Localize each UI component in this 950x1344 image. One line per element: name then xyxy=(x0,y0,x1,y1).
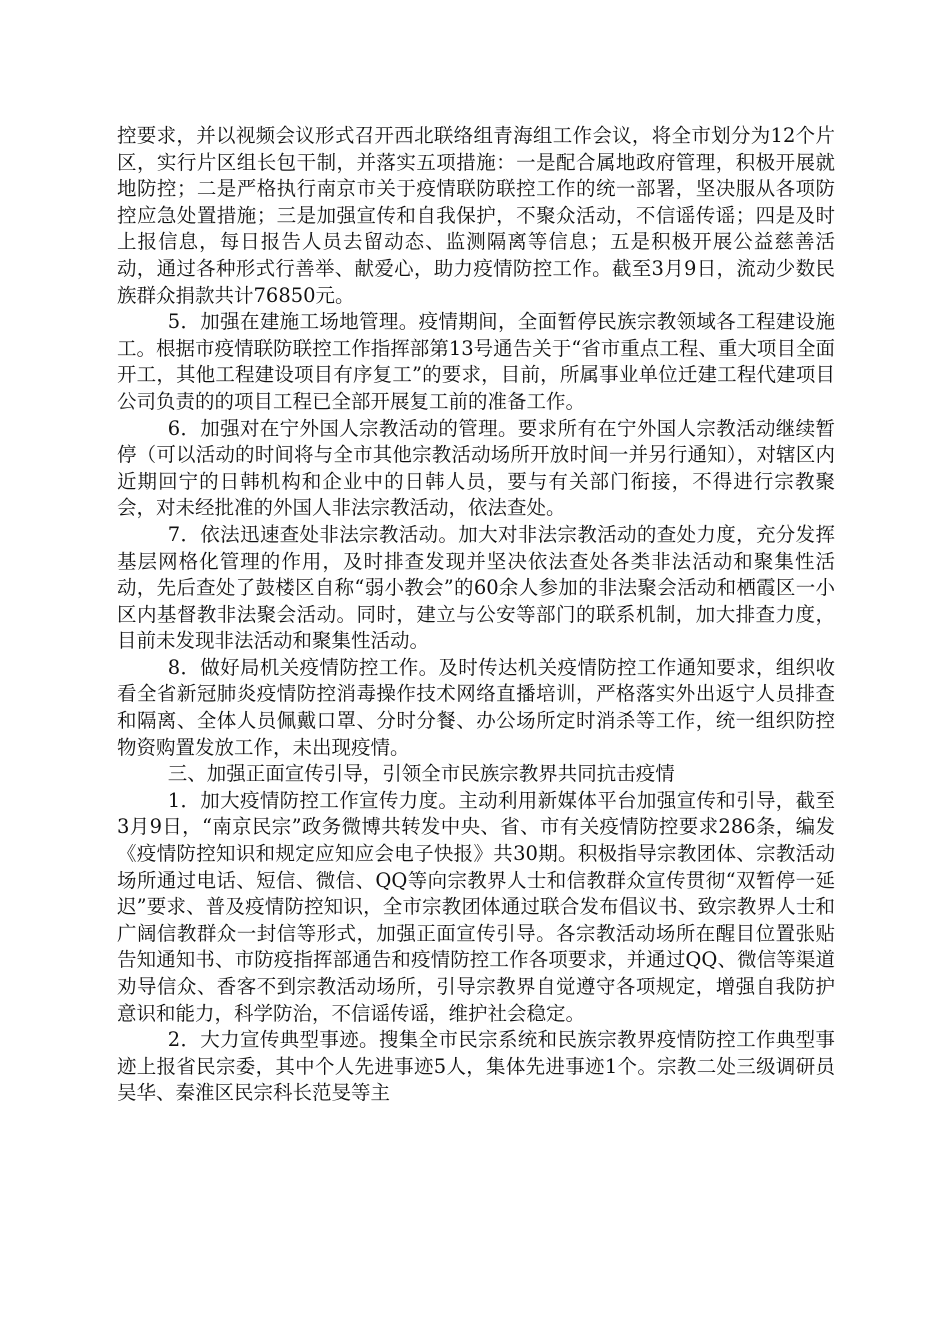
paragraph-section3-item-1: 1．加大疫情防控工作宣传力度。主动利用新媒体平台加强宣传和引导，截至3月9日，“南京民宗”政务微博共转发中央、省、市有关疫情防控要求286条，编发《疫情防控知识和规定应知应会电子快报》共30期。积极指导宗教团体、宗教活动场所通过电话、短信、微信、QQ等向宗教界人士和信教群众宣传贯彻“双暂停一延迟”要求、普及疫情防控知识，全市宗教团体通过联合发布倡议书、致宗教界人士和广阔信教群众一封信等形式，加强正面宣传引导。各宗教活动场所在醒目位置张贴告知通知书、市防疫指挥部通告和疫情防控工作各项要求，并通过QQ、微信等渠道劝导信众、香客不到宗教活动场所，引导宗教界自觉遵守各项规定，增强自我防护意识和能力，科学防治，不信谣传谣，维护社会稳定。 xyxy=(117,788,835,1025)
document-page xyxy=(117,123,835,1107)
paragraph-continuation: 控要求，并以视频会议形式召开西北联络组青海组工作会议，将全市划分为12个片区，实行片区组长包干制，并落实五项措施：一是配合属地政府管理，积极开展就地防控；二是严格执行南京市关于疫情联防联控工作的统一部署，坚决服从各项防控应急处置措施；三是加强宣传和自我保护，不聚众活动，不信谣传谣；四是及时上报信息，每日报告人员去留动态、监测隔离等信息；五是积极开展公益慈善活动，通过各种形式行善举、献爱心，助力疫情防控工作。截至3月9日，流动少数民族群众捐款共计76850元。 xyxy=(117,124,835,307)
paragraph-item-5: 5．加强在建施工场地管理。疫情期间，全面暂停民族宗教领域各工程建设施工。根据市疫情联防联控工作指挥部第13号通告关于“省市重点工程、重大项目全面开工，其他工程建设项目有序复工”的要求，目前，所属事业单位迁建工程代建项目公司负责的的项目工程已全部开展复工前的准备工作。 xyxy=(117,310,835,413)
paragraph-item-6: 6．加强对在宁外国人宗教活动的管理。要求所有在宁外国人宗教活动继续暂停（可以活动的时间将与全市其他宗教活动场所开放时间一并另行通知），对辖区内近期回宁的日韩机构和企业中的日韩人员，要与有关部门衔接，不得进行宗教聚会，对未经批准的外国人非法宗教活动，依法查处。 xyxy=(117,416,835,520)
paragraph-item-8: 8．做好局机关疫情防控工作。及时传达机关疫情防控工作通知要求，组织收看全省新冠肺炎疫情防控消毒操作技术网络直播培训，严格落实外出返宁人员排查和隔离、全体人员佩戴口罩、分时分餐、办公场所定时消杀等工作，统一组织防控物资购置发放工作，未出现疫情。 xyxy=(117,655,835,759)
section-heading-3: 三、加强正面宣传引导，引领全市民族宗教界共同抗击疫情 xyxy=(167,762,675,786)
paragraph-section3-item-2: 2．大力宣传典型事迹。搜集全市民宗系统和民族宗教界疫情防控工作典型事迹上报省民宗委，其中个人先进事迹5人，集体先进事迹1个。宗教二处三级调研员吴华、秦淮区民宗科长范旻等主 xyxy=(117,1028,835,1105)
paragraph-item-7: 7．依法迅速查处非法宗教活动。加大对非法宗教活动的查处力度，充分发挥基层网格化管理的作用，及时排查发现并坚决依法查处各类非法活动和聚集性活动，先后查处了鼓楼区自称“弱小教会”的60余人参加的非法聚会活动和栖霞区一小区内基督教非法聚会活动。同时，建立与公安等部门的联系机制，加大排查力度，目前未发现非法活动和聚集性活动。 xyxy=(117,522,835,653)
